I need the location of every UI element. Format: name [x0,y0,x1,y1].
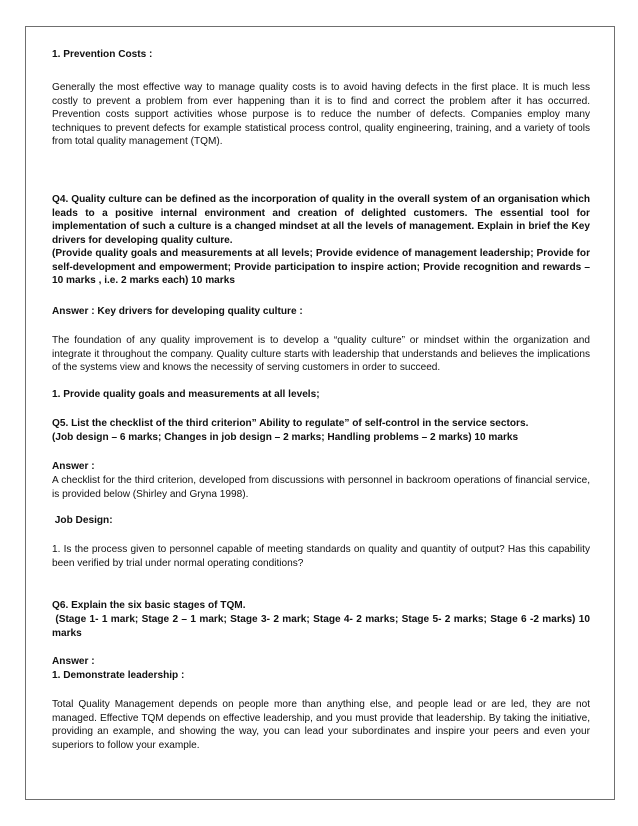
q5-answer-label: Answer : [52,461,95,472]
section-heading-prevention-costs: 1. Prevention Costs : [52,49,153,60]
q6-answer-paragraph: Total Quality Management depends on people more than anything else, and people lead or are led, they are not managed. Effective TQM depends on effective leadership, and you must provide that leadership. By taking the initiative, providing an example, and showing the way, you can lead your subordinates and inspire your peers and even your superiors to follow your example. [52,699,590,751]
q6-point-1: 1. Demonstrate leadership : [52,670,185,681]
q4-marks: (Provide quality goals and measurements at all levels; Provide evidence of management leadership; Provide for self-development and empowerment; Provide participation to inspire action; Provide recognition and rewards – 10 marks , i.e. 2 marks each) 10 marks [52,248,590,287]
q6-question: Q6. Explain the six basic stages of TQM. [52,600,246,611]
q6-marks: (Stage 1- 1 mark; Stage 2 – 1 mark; Stage 3- 2 mark; Stage 4- 2 marks; Stage 5- 2 marks; Stage 6 -2 marks) 10 marks [52,614,593,639]
q5-subheading-job-design: Job Design: [52,515,113,526]
q5-checklist-item-1: 1. Is the process given to personnel capable of meeting standards on quality and quantity of output? Has this capability been verified by trial under normal operating conditions? [52,544,590,569]
q4-point-1: 1. Provide quality goals and measurements at all levels; [52,389,320,400]
q6-answer-label: Answer : [52,656,95,667]
q4-answer-heading: Answer : Key drivers for developing quality culture : [52,306,303,317]
prevention-costs-paragraph: Generally the most effective way to manage quality costs is to avoid having defects in the first place. It is much less costly to prevent a problem from ever happening than it is to find and correct the problem after it has occurred. Prevention costs support activities whose purpose is to reduce the number of defects. Companies employ many techniques to prevent defects for example statistical process control, quality engineering, training, and a variety of tools from total quality management (TQM). [52,82,590,148]
q5-question: Q5. List the checklist of the third criterion” Ability to regulate” of self-control in the service sectors. [52,418,529,429]
q4-answer-paragraph: The foundation of any quality improvement is to develop a “quality culture” or mindset within the organization and integrate it throughout the company. Quality culture starts with leadership that understands and believes the implications of the systems view and knows the necessity of serving customers in order to succeed. [52,335,590,374]
q4-question: Q4. Quality culture can be defined as the incorporation of quality in the overall system of an organisation which leads to a positive internal environment and creation of delighted customers. The essential tool for implementation of such a culture is a changed mindset at all the levels of management. Explain in brief the Key drivers for developing quality culture. [52,194,590,246]
q5-marks: (Job design – 6 marks; Changes in job design – 2 marks; Handling problems – 2 marks) 10 marks [52,432,519,443]
q5-answer-paragraph: A checklist for the third criterion, developed from discussions with personnel in backroom operations of financial service, is provided below (Shirley and Gryna 1998). [52,475,590,500]
